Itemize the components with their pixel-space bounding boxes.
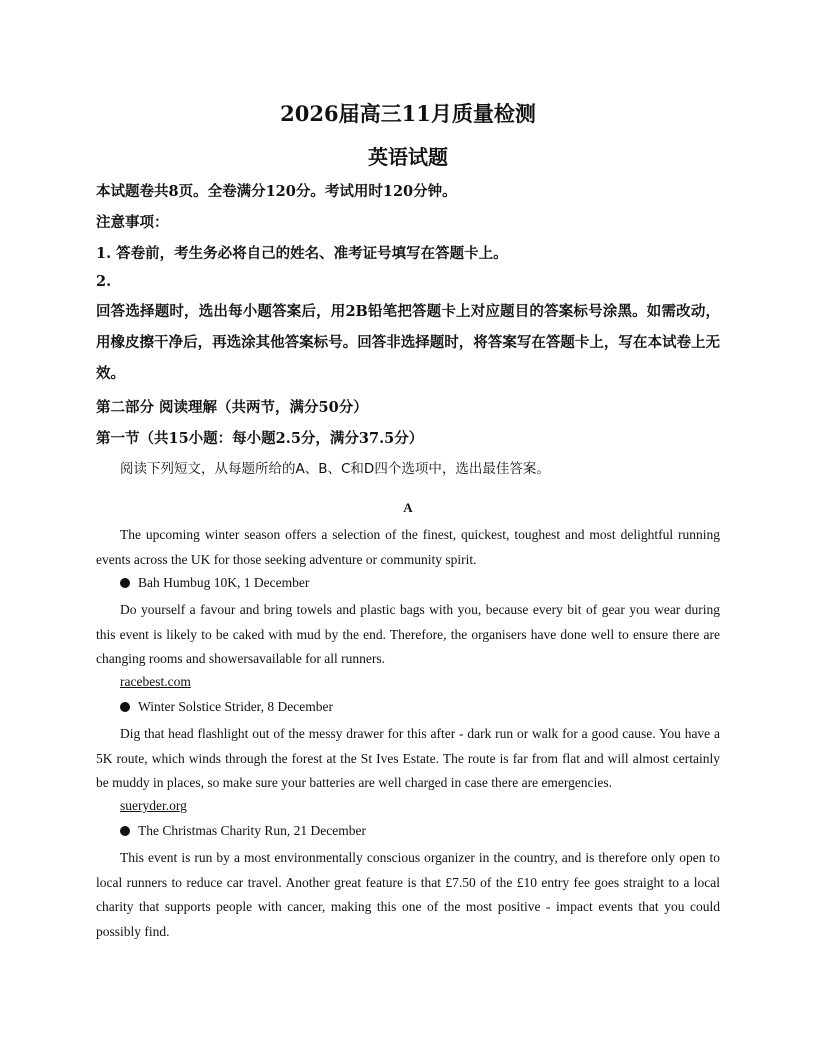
part2-heading: 第二部分 阅读理解（共两节，满分50分）	[96, 399, 368, 416]
event-description: Dig that head flashlight out of the messy drawer for this after - dark run or walk for a good cause. You have a 5K route, which winds through the forest at the St Ives Estate. The route is far from flat and will almost certainly be muddy in places, so make sure your batteries are well charged in case there are emergencies.	[96, 726, 720, 790]
notes-item-2-text: 回答选择题时，选出每小题答案后，用2B铅笔把答题卡上对应题目的答案标号涂黑。如需改动，用橡皮擦干净后，再选涂其他答案标号。回答非选择题时，将答案写在答题卡上，写在本试卷上无效。	[96, 303, 720, 382]
reading-instruction: 阅读下列短文，从每题所给的A、B、C和D四个选项中，选出最佳答案。	[120, 461, 550, 477]
event-link[interactable]: sueryder.org	[120, 798, 187, 813]
passage-label: A	[403, 500, 413, 515]
event-description: This event is run by a most environmentally conscious organizer in the country, and is therefore only open to local runners to reduce car travel. Another great feature is that £7.50 of the £10 entry fee goes straight to a local charity that supports people with cancer, making this one of the most positive - impact events that you could possibly find.	[96, 850, 720, 939]
section1-heading: 第一节（共15小题：每小题2.5分，满分37.5分）	[96, 430, 424, 447]
passage-intro: The upcoming winter season offers a selection of the finest, quickest, toughest and most delightful running events across the UK for those seeking adventure or community spirit.	[96, 527, 720, 567]
bullet-icon	[120, 826, 130, 836]
exam-title: 2026届高三11月质量检测	[280, 101, 536, 126]
bullet-icon	[120, 578, 130, 588]
bullet-icon	[120, 702, 130, 712]
notes-heading: 注意事项：	[96, 214, 169, 231]
event-title	[120, 575, 309, 591]
subject-title: 英语试题	[368, 145, 448, 169]
notes-item-2-number: 2.	[96, 273, 112, 290]
notes-item-1: 1. 答卷前，考生务必将自己的姓名、准考证号填写在答题卡上。	[96, 245, 508, 262]
event-description: Do yourself a favour and bring towels and plastic bags with you, because every bit of gear you wear during this event is likely to be caked with mud by the end. Therefore, the organisers have done well to ensure there are changing rooms and showersavailable for all runners.	[96, 602, 720, 666]
exam-intro: 本试题卷共8页。全卷满分120分。考试用时120分钟。	[96, 183, 457, 200]
event-title	[120, 699, 333, 715]
event-link[interactable]: racebest.com	[120, 674, 191, 689]
event-title	[120, 823, 366, 839]
event-title-text: The Christmas Charity Run, 21 December	[138, 823, 366, 838]
event-title-text: Winter Solstice Strider, 8 December	[138, 699, 333, 714]
event-title-text: Bah Humbug 10K, 1 December	[138, 575, 310, 590]
